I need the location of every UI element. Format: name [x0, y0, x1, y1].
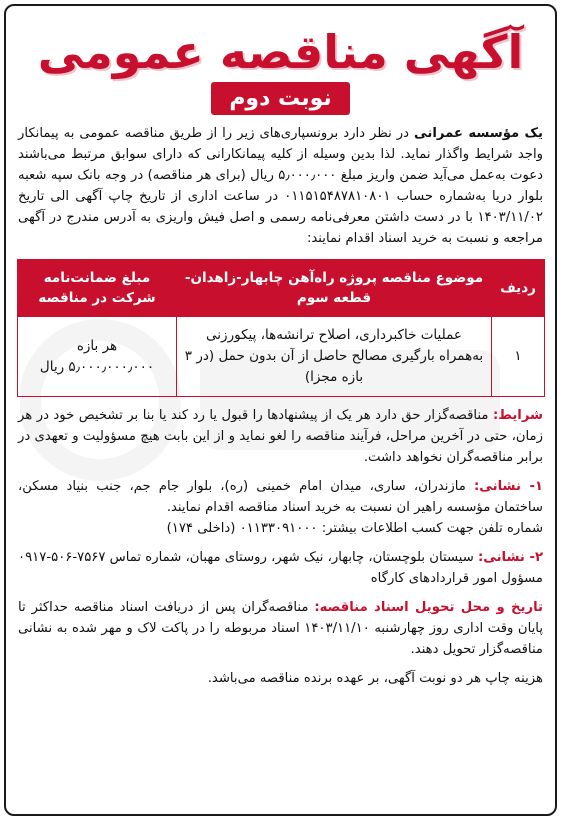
guarantee-line2: ۵٫۰۰۰٫۰۰۰٫۰۰۰ ریال: [39, 358, 155, 375]
delivery-label: تاریخ و محل تحویل اسناد مناقصه:: [314, 600, 543, 615]
header-subject: موضوع مناقصه پروژه راه‌آهن چابهار-زاهدان- قطعه سوم: [177, 260, 492, 317]
address2-label: ۲- نشانی:: [477, 550, 543, 565]
cell-subject: عملیات خاکبرداری، اصلاح ترانشه‌ها، پیکورزنی به‌همراه بارگیری مصالح حاصل از آن بدون حمل (در ۳ بازه مجزا): [177, 317, 492, 397]
delivery-text: مناقصه‌گران پس از دریافت اسناد مناقصه حداکثر تا پایان وقت اداری روز چهارشنبه ۱۴۰۳/۱۱/۱۰ اسناد مربوطه را در پاکت لاک و مهر شده به نشانی مناقصه‌گزار تحویل دهند.: [18, 600, 543, 657]
address1-phone: شماره تلفن جهت کسب اطلاعات بیشتر: ۰۱۱۳۳۰۹۱۰۰۰ (داخلی ۱۷۴): [166, 521, 543, 536]
address1-label: ۱- نشانی:: [474, 479, 543, 494]
conditions-section: [18, 405, 543, 468]
table-row: [18, 317, 545, 397]
address2-section: [18, 547, 543, 589]
conditions-label: شرایط:: [492, 408, 543, 423]
tender-table: [17, 259, 545, 397]
address1-section: [18, 476, 543, 539]
intro-text: در نظر دارد برونسپاری‌های زیر را از طریق مناقصه عمومی به پیمانکار واجد شرایط واگذار نماید. لذا بدین وسیله از کلیه پیمانکارانی که دارای سوابق مرتبط می‌باشند دعوت به‌عمل می‌آید ضمن واریز مبلغ ۵٫۰۰۰٫۰۰۰ ریال (برای هر مناقصه) در وجه بانک سپه شعبه بلوار دریا به‌شماره حساب ۰۱۱۵۱۵۴۸۷۸۱۰۸۰۱ در ساعت اداری از تاریخ چاپ آگهی الی تاریخ ۱۴۰۳/۱۱/۰۲ با در دست داشتن معرفی‌نامه رسمی و اصل فیش واریزی به آدرس مندرج در آگهی مراجعه و نسبت به خرید اسناد اقدام نمایند:: [18, 126, 544, 246]
intro-lead: یک مؤسسه عمرانی: [414, 126, 544, 141]
address1-text: مازندران، ساری، میدان امام خمینی (ره)، بلوار جام جم، جنب بنیاد مسکن، ساختمان مؤسسه راهیر ان نسبت به خرید اسناد مناقصه اقدام نمایند.: [18, 479, 543, 515]
notice-title: آگهی مناقصه عمومی: [37, 25, 524, 79]
intro-paragraph: [18, 123, 543, 249]
table-header-row: [18, 260, 545, 317]
tender-notice: [10, 10, 551, 810]
round-badge-wrap: [10, 82, 551, 115]
address2-text: سیستان بلوچستان، چابهار، نیک شهر، روستای مهبان، شماره تماس ۷۵۶۷-۵۰۶-۰۹۱۷ مسؤول امور قراردادهای کارگاه: [18, 550, 543, 586]
footer-note: هزینه چاپ هر دو نوبت آگهی، بر عهده برنده مناقصه می‌باشد.: [207, 671, 543, 686]
conditions-text: مناقصه‌گزار حق دارد هر یک از پیشنهادها را قبول یا رد کند یا بنا بر تشخیص خود در هر زمان، حتی در آخرین مراحل، فرآیند مناقصه را لغو نماید و از این بابت هیچ مسؤولیت و تعهدی در برابر مناقصه‌گران نخواهد داشت.: [18, 408, 543, 465]
cell-row-number: ۱: [492, 317, 545, 397]
header-row-number: ردیف: [492, 260, 545, 317]
cell-guarantee: [18, 317, 177, 397]
delivery-section: [18, 597, 543, 660]
guarantee-line1: هر بازه: [76, 337, 118, 354]
round-badge: نوبت دوم: [211, 82, 349, 115]
header-guarantee: مبلغ ضمانت‌نامه شرکت در مناقصه: [18, 260, 177, 317]
